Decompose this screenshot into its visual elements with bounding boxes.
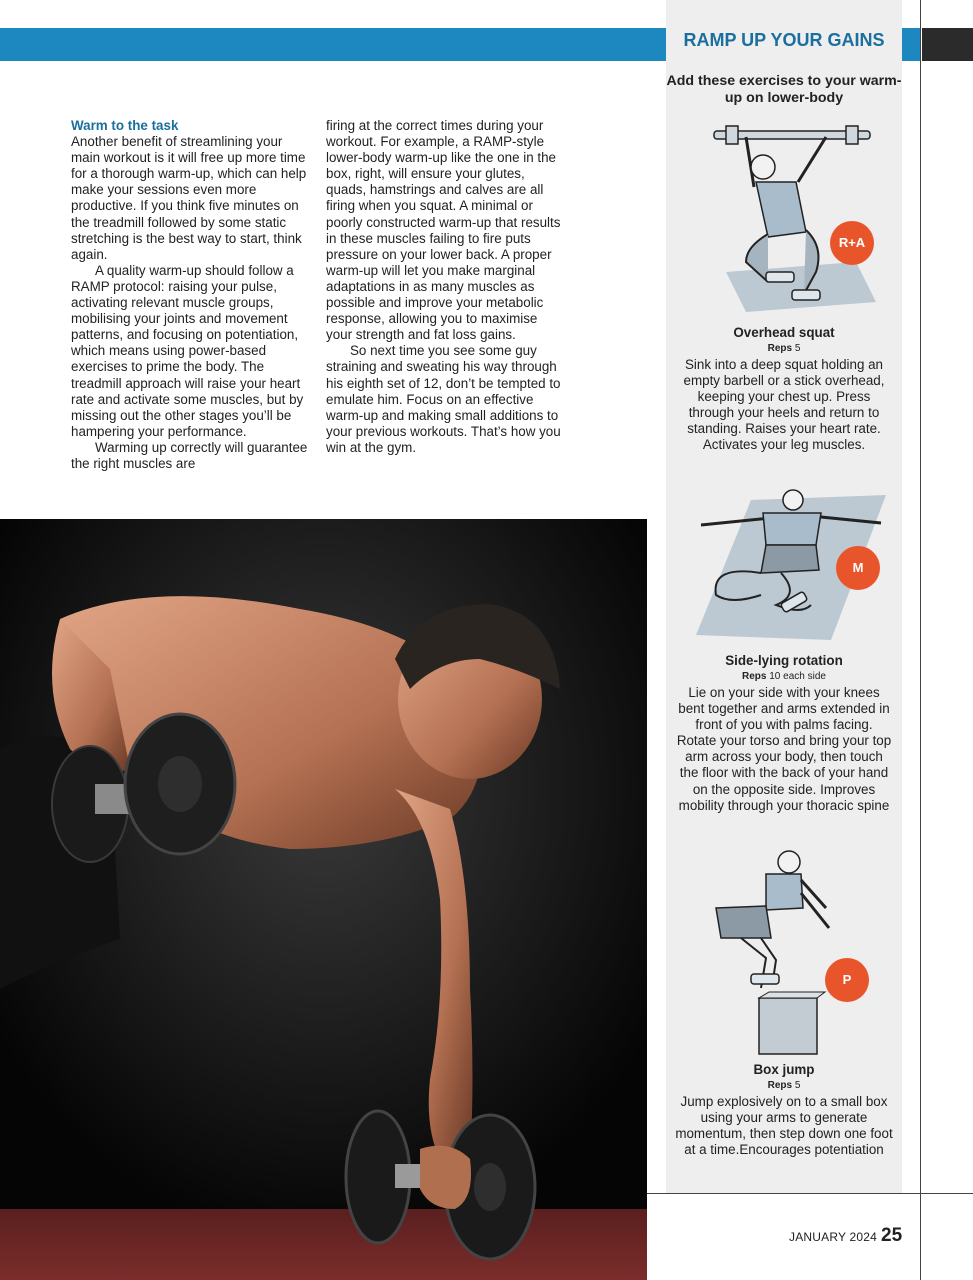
exercise-sidebar xyxy=(666,0,902,1193)
exercise-reps xyxy=(666,343,902,354)
overhead-squat-illustration xyxy=(706,122,876,312)
article-column-1 xyxy=(71,118,311,472)
reps-value: 10 each side xyxy=(769,671,826,682)
exercise-name: Box jump xyxy=(753,1062,815,1077)
exercise-description: Jump explosively on to a small box using your arms to generate momentum, then step down one foot at a time.Encourages potentiation xyxy=(675,1094,893,1158)
header-dark-block xyxy=(922,28,973,61)
exercise-badge: M xyxy=(836,546,880,590)
exercise-reps xyxy=(666,671,902,682)
exercise-description: Lie on your side with your knees bent together and arms extended in front of you with palms facing. Rotate your torso and bring your top arm across your body, then touch the floor with the back of your hand on the opposite side. Improves mobility through your thoracic spine xyxy=(676,685,892,813)
paragraph: firing at the correct times during your workout. For example, a RAMP-style lower-body warm-up like the one in the box, right, will ensure your glutes, quads, hamstrings and calves are all firing when you squat. A minimal or poorly constructed warm-up that results in these muscles failing to fire puts pressure on your lower back. A proper warm-up will let you make marginal adaptations in as many muscles as possible and improve your metabolic response, allowing you to maximise your strength and fat loss gains. xyxy=(326,118,561,343)
paragraph: A quality warm-up should follow a RAMP protocol: raising your pulse, activating relevant muscle groups, mobilising your joints and movement patterns, and focusing on potentiation, which means using power-based exercises to prime the body. The treadmill approach will raise your heart rate and activate some muscles, but by missing out the other stages you’ll be hampering your performance. xyxy=(71,262,304,439)
section-subhead: Warm to the task xyxy=(71,118,179,133)
panel-title: RAMP UP YOUR GAINS xyxy=(683,30,885,50)
exercise-badge: P xyxy=(825,958,869,1002)
box-jump-illustration xyxy=(711,848,841,1058)
page-footer xyxy=(789,1225,902,1247)
exercise-description: Sink into a deep squat holding an empty barbell or a stick overhead, keeping your chest up. Press through your heels and return to standing. Raises your heart rate. Activates your leg muscles. xyxy=(683,357,885,453)
reps-value: 5 xyxy=(794,1080,801,1091)
reps-label: Reps xyxy=(742,671,767,682)
panel-subtitle: Add these exercises to your warm-up on lower-body xyxy=(666,73,902,106)
page-number: 25 xyxy=(881,1225,903,1246)
exercise-badge: R+A xyxy=(830,221,874,265)
reps-label: Reps xyxy=(767,1080,793,1091)
dumbbell-row-photo xyxy=(0,519,647,1280)
dumbbell-row-illustration xyxy=(0,519,647,1280)
header-color-bar xyxy=(0,28,666,61)
page-edge-rule xyxy=(920,0,921,1280)
footer-rule xyxy=(646,1193,973,1194)
exercise-reps xyxy=(666,1080,902,1091)
exercise-name: Side-lying rotation xyxy=(725,653,843,668)
paragraph: Another benefit of streamlining your main workout is it will free up more time for a thorough warm-up, which can help make your sessions even more productive. If you think five minutes on the treadmill followed by some static stretching is the best way to start, think again. xyxy=(71,134,307,262)
exercise-name: Overhead squat xyxy=(733,325,835,340)
article-column-2 xyxy=(326,118,566,456)
header-color-bar-right xyxy=(902,28,920,61)
issue-date: JANUARY 2024 xyxy=(789,1230,878,1244)
paragraph: Warming up correctly will guarantee the right muscles are xyxy=(71,439,308,471)
reps-label: Reps xyxy=(767,343,793,354)
paragraph: So next time you see some guy straining and sweating his way through his eighth set of 12, don’t be tempted to emulate him. Focus on an effective warm-up and making small additions to your previous workouts. That’s how you win at the gym. xyxy=(326,343,561,455)
reps-value: 5 xyxy=(794,343,801,354)
